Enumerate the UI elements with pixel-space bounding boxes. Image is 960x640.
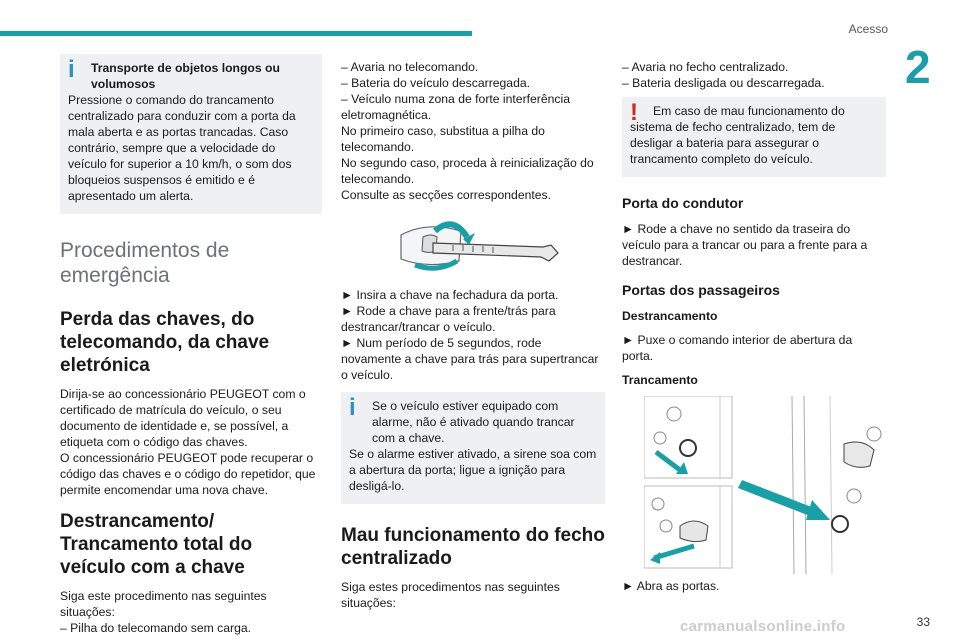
paragraph: Siga estes procedimentos nas seguintes situações: (341, 580, 560, 610)
column-3 (622, 59, 886, 594)
column-1 (60, 54, 322, 636)
heading-passenger-doors: Portas dos passageiros (622, 282, 780, 298)
list-item: – Bateria desligada ou descarregada. (622, 76, 825, 90)
top-accent-bar (0, 31, 472, 36)
chapter-number: 2 (905, 41, 931, 93)
paragraph: Dirija-se ao concessionário PEUGEOT com o certificado de matrícula do veículo, o seu documento de identidade e, se possível, a etiqueta com o código das chaves. (60, 387, 306, 449)
key-in-lock-illustration (393, 217, 563, 275)
heading-driver-door: Porta do condutor (622, 195, 744, 211)
watermark: carmanualsonline.info (680, 618, 846, 635)
list-item: – Veículo numa zona de forte interferência eletromagnética. (341, 92, 570, 122)
info-box-text: Se o veículo estiver equipado com alarme, não é ativado quando trancar com a chave. (372, 399, 575, 445)
paragraph: No primeiro caso, substitua a pilha do telecomando. (341, 124, 545, 154)
info-box-transport (60, 54, 322, 214)
subheading-unlock: Destrancamento (622, 309, 718, 323)
info-box-title: Transporte de objetos longos ou volumosos (91, 61, 280, 91)
warning-box (622, 97, 886, 177)
step: ► Puxe o comando interior de abertura da porta. (622, 333, 853, 363)
section-heading-emergency: Procedimentos de emergência (60, 239, 230, 287)
step: ► Rode a chave no sentido da traseira do veículo para a trancar ou para a frente para a destrancar. (622, 222, 868, 268)
heading-central-locking-fault: Mau funcionamento do fecho centralizado (341, 525, 605, 569)
heading-unlock-with-key: Destrancamento/ Trancamento total do veículo com a chave (60, 511, 253, 578)
heading-lost-keys: Perda das chaves, do telecomando, da chave eletrónica (60, 309, 270, 376)
info-icon: i (68, 56, 75, 83)
list-item: – Avaria no fecho centralizado. (622, 60, 789, 74)
info-box-text: Pressione o comando do trancamento centralizado para conduzir com a porta da mala aberta e as portas trancadas. Caso contrário, sempre que a velocidade do veículo for superior a 10 km/h, o som dos bloqueios suspensos é emitido e é apresentado um alerta. (68, 93, 296, 203)
subheading-lock: Trancamento (622, 373, 698, 387)
step: ► Rode a chave para a frente/trás para destrancar/trancar o veículo. (341, 304, 556, 334)
list-item: – Avaria no telecomando. (341, 60, 479, 74)
paragraph: Consulte as secções correspondentes. (341, 188, 552, 202)
warning-text: Em caso de mau funcionamento do sistema de fecho centralizado, tem de desligar a bateria para assegurar o trancamento completo do veículo. (630, 104, 845, 166)
info-box-text: Se o alarme estiver ativado, a sirene soa com a abertura da porta; ligue a ignição para desligá-lo. (349, 447, 597, 493)
column-2 (341, 59, 605, 611)
section-title: Acesso (848, 22, 888, 36)
page-number: 33 (916, 615, 930, 629)
paragraph: Siga este procedimento nas seguintes situações: (60, 589, 267, 619)
info-icon: i (349, 394, 356, 421)
info-box-alarm (341, 392, 605, 504)
step: ► Num período de 5 segundos, rode novamente a chave para trás para supertrancar o veículo. (341, 336, 599, 382)
list-item: – Pilha do telecomando sem carga. (60, 621, 252, 635)
step: ► Abra as portas. (622, 579, 720, 593)
door-lock-illustration (644, 396, 884, 574)
paragraph: No segundo caso, proceda à reinicialização do telecomando. (341, 156, 594, 186)
step: ► Insira a chave na fechadura da porta. (341, 288, 559, 302)
warning-icon: ! (630, 99, 638, 126)
list-item: – Bateria do veículo descarregada. (341, 76, 531, 90)
paragraph: O concessionário PEUGEOT pode recuperar o código das chaves e o código do repetidor, que permite encomendar uma nova chave. (60, 451, 316, 497)
